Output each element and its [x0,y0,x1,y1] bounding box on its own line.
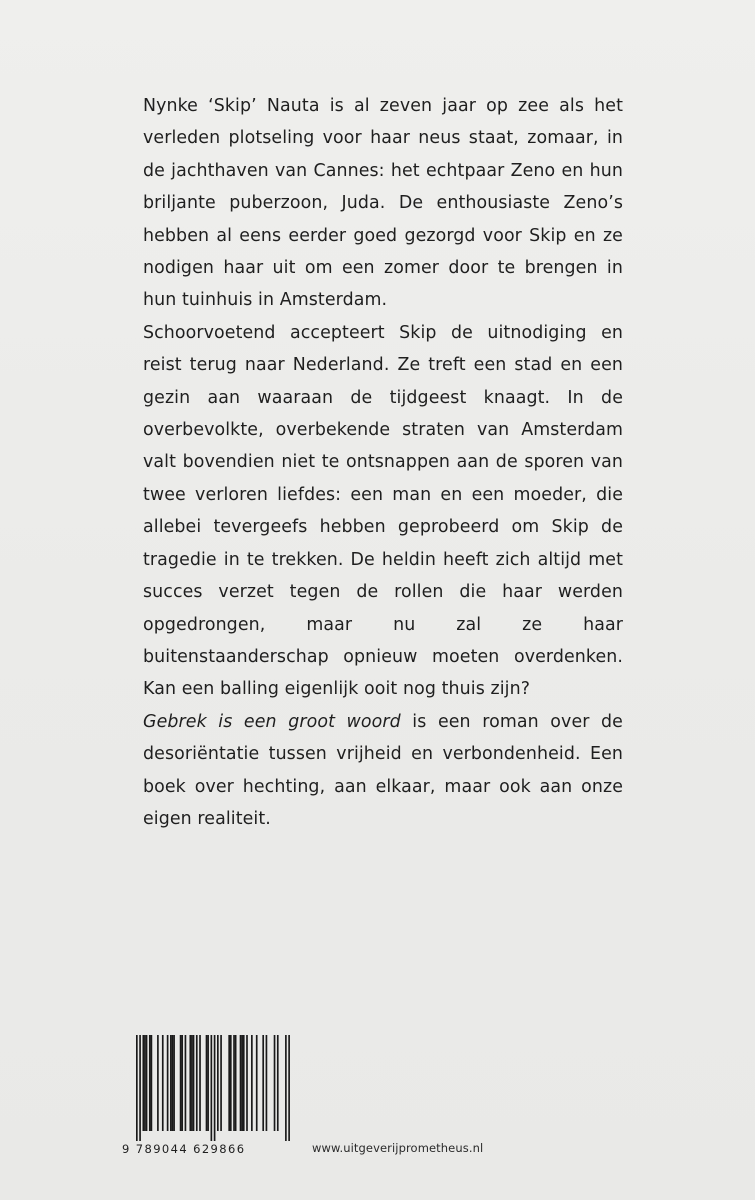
barcode-bar [185,1035,187,1131]
blurb-paragraph-3-rest: is een roman over de desoriëntatie tussen vrijheid en verbondenheid. Een boek over hechting, aan elkaar, maar ook aan onze eigen realiteit. [143,711,623,829]
barcode-bar [228,1035,230,1131]
barcode-bar [266,1035,268,1131]
barcode-bar [233,1035,235,1131]
barcode-bar [206,1035,208,1131]
barcode-bar [243,1035,245,1131]
barcode-bar [214,1035,216,1141]
barcode-bar [251,1035,253,1131]
barcode-bar [274,1035,276,1131]
barcode-bar [191,1035,193,1131]
barcode-bar [170,1035,172,1131]
barcode-bar [167,1035,169,1131]
barcode-bar [151,1035,153,1131]
barcode-bar [288,1035,290,1141]
barcode-bar [181,1035,183,1131]
barcode-bar [149,1035,151,1131]
barcode-bar [173,1035,175,1131]
barcode-bar [136,1035,138,1141]
blurb-paragraph-1: Nynke ‘Skip’ Nauta is al zeven jaar op zee als het verleden plotseling voor haar neus staat, zomaar, in de jachthaven van Cannes: het echtpaar Zeno en hun briljante puberzoon, Juda. De enthousiaste Zeno’s hebben al eens eerder goed gezorgd voor Skip en ze nodigen haar uit om een zomer door te brengen in hun tuinhuis in Amsterdam. [143,96,623,311]
barcode-bar [262,1035,264,1131]
barcode-bar [256,1035,258,1131]
barcode-bar [220,1035,222,1131]
barcode-bar [207,1035,209,1131]
barcode-bar [144,1035,146,1131]
book-title-italic: Gebrek is een groot woord [143,711,401,732]
barcode-bar [211,1035,213,1141]
barcode-bar [199,1035,201,1131]
barcode-bar [240,1035,242,1131]
barcode-bar [139,1035,141,1141]
barcode-bar [146,1035,148,1131]
barcode-bar [142,1035,144,1131]
blurb-paragraph-2: Schoorvoetend accepteert Skip de uitnodiging en reist terug naar Nederland. Ze treft een stad en een gezin aan waaraan de tijdgeest knaagt. In de overbevolkte, overbekende straten van Amsterdam valt bovendien niet te ontsnappen aan de sporen van twee verloren liefdes: een man en een moeder, die allebei tevergeefs hebben geprobeerd om Skip de tragedie in te trekken. De heldin heeft zich altijd met succes verzet tegen de rollen die haar werden opgedrongen, maar nu zal ze haar buitenstaanderschap opnieuw moeten overdenken. Kan een balling eigenlijk ooit nog thuis zijn? [143,322,623,700]
barcode [122,1035,292,1165]
barcode-bar [235,1035,237,1131]
back-cover-blurb [143,90,623,835]
publisher-website: www.uitgeverijprometheus.nl [312,1141,484,1155]
blurb-paragraph-3 [143,706,623,836]
barcode-bar [196,1035,198,1131]
barcode-bar [246,1035,248,1131]
barcode-bar [230,1035,232,1131]
barcode-bar [189,1035,191,1131]
barcode-bar [172,1035,174,1131]
barcode-bar [285,1035,287,1141]
barcode-bar [217,1035,219,1131]
barcode-bar [180,1035,182,1131]
barcode-bar [157,1035,159,1131]
barcode-bar [193,1035,195,1131]
barcode-bars [122,1035,292,1145]
barcode-bar [241,1035,243,1131]
barcode-bar [277,1035,279,1131]
barcode-bar [162,1035,164,1131]
isbn-number: 9 789044 629866 [122,1142,246,1156]
